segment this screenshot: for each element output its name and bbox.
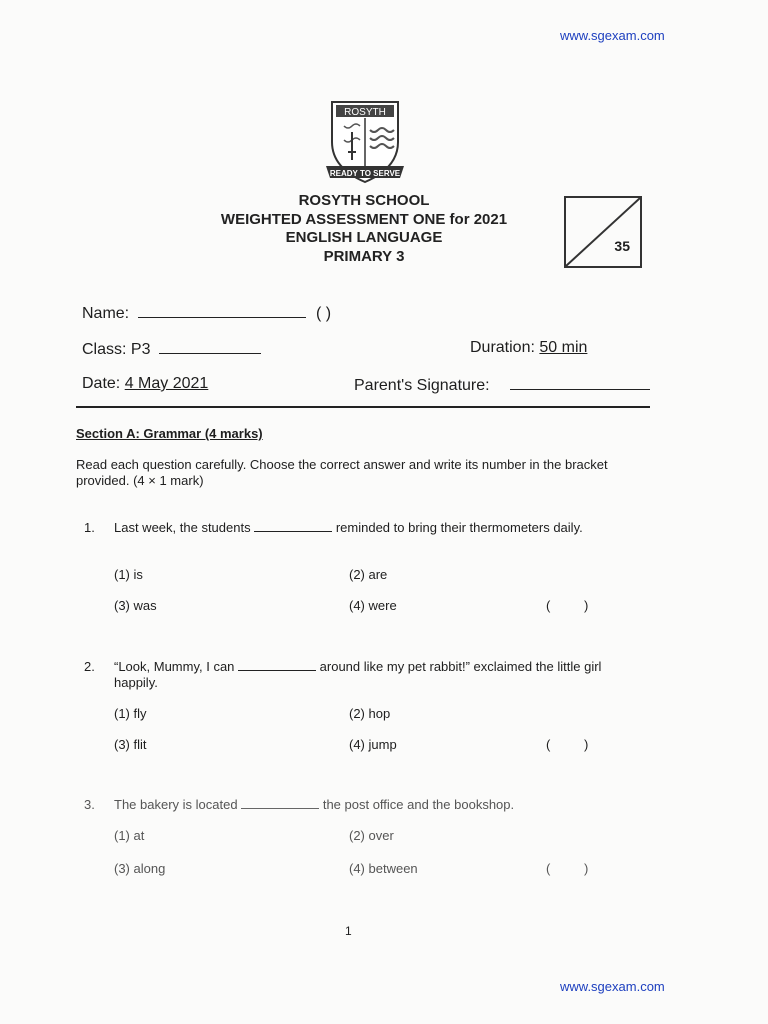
- answer-blank: [238, 659, 316, 671]
- crest-banner-text: ROSYTH: [344, 107, 386, 118]
- school-name: ROSYTH SCHOOL: [298, 192, 430, 209]
- option-1[interactable]: (1) fly: [114, 706, 147, 721]
- class-label: Class: P3: [82, 341, 151, 358]
- date-label: Date:: [82, 375, 121, 392]
- question-text: [114, 520, 614, 536]
- option-3[interactable]: (3) flit: [114, 737, 147, 752]
- answer-blank: [254, 520, 332, 532]
- question-stem-after: the post office and the bookshop.: [322, 797, 515, 812]
- assessment-title: WEIGHTED ASSESSMENT ONE for 2021: [220, 210, 508, 228]
- option-2[interactable]: (2) over: [349, 828, 394, 843]
- answer-bracket[interactable]: ( ): [546, 737, 589, 752]
- option-1[interactable]: (1) is: [114, 567, 143, 582]
- signature-field[interactable]: [354, 375, 650, 395]
- score-total: 35: [614, 238, 630, 254]
- option-1[interactable]: (1) at: [114, 828, 145, 843]
- class-blank[interactable]: [159, 339, 261, 354]
- option-4[interactable]: (4) between: [349, 861, 418, 876]
- date-field: [82, 375, 208, 393]
- option-3[interactable]: (3) was: [114, 598, 157, 613]
- question-stem-after: around like my pet rabbit!” exclaimed the little girl happily.: [114, 659, 602, 690]
- name-blank[interactable]: [138, 303, 306, 318]
- question-stem-before: The bakery is located: [114, 797, 238, 812]
- question-text: [114, 797, 614, 813]
- school-crest: [322, 96, 408, 192]
- question-number: 3.: [84, 797, 95, 812]
- option-4[interactable]: (4) were: [349, 598, 397, 613]
- duration-value: 50 min: [539, 339, 588, 356]
- exam-header: [150, 192, 578, 266]
- score-box: [564, 196, 642, 268]
- question-text: [114, 659, 614, 691]
- option-3[interactable]: (3) along: [114, 861, 166, 876]
- answer-blank: [241, 797, 319, 809]
- register-number-bracket: ( ): [316, 305, 332, 322]
- header-divider: [76, 406, 650, 408]
- answer-bracket[interactable]: ( ): [546, 861, 589, 876]
- question-number: 1.: [84, 520, 95, 535]
- section-title: Section A: Grammar (4 marks): [76, 426, 263, 441]
- question-stem-before: Last week, the students: [114, 520, 251, 535]
- question-stem-after: reminded to bring their thermometers daily.: [335, 520, 583, 535]
- subject-title: ENGLISH LANGUAGE: [285, 229, 443, 246]
- crest-motto-text: READY TO SERVE: [329, 169, 401, 178]
- watermark-bottom: www.sgexam.com: [560, 979, 665, 994]
- signature-label: Parent's Signature:: [354, 377, 490, 394]
- name-field[interactable]: [82, 303, 331, 323]
- option-4[interactable]: (4) jump: [349, 737, 397, 752]
- option-2[interactable]: (2) hop: [349, 706, 391, 721]
- section-instructions: Read each question carefully. Choose the correct answer and write its number in the bracket provided. (4 × 1 mark): [76, 457, 608, 488]
- name-label: Name:: [82, 305, 130, 322]
- duration-field: [470, 339, 587, 357]
- question-number: 2.: [84, 659, 95, 674]
- signature-blank[interactable]: [510, 375, 650, 390]
- date-value: 4 May 2021: [124, 375, 209, 392]
- question-stem-before: “Look, Mummy, I can: [114, 659, 235, 674]
- duration-label: Duration:: [470, 339, 535, 356]
- answer-bracket[interactable]: ( ): [546, 598, 589, 613]
- watermark-top: www.sgexam.com: [560, 28, 665, 43]
- option-2[interactable]: (2) are: [349, 567, 388, 582]
- page-number: 1: [345, 924, 352, 938]
- class-field[interactable]: [82, 339, 261, 359]
- level-title: PRIMARY 3: [323, 247, 405, 265]
